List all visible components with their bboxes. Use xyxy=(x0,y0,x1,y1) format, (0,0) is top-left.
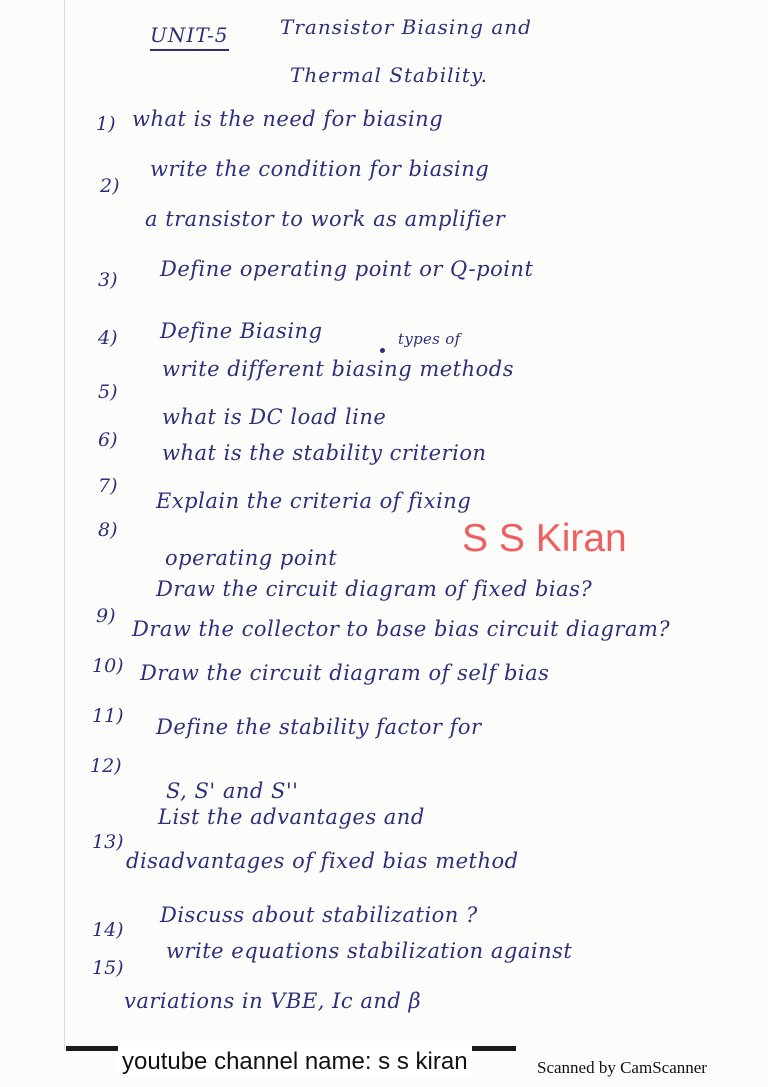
question-text: Define operating point or Q-point xyxy=(160,257,534,281)
question-number: 3) xyxy=(98,269,118,291)
question-number: 2) xyxy=(100,175,120,197)
question-text: write equations stabilization against xyxy=(166,939,573,963)
question-text: Explain the criteria of fixing xyxy=(156,489,472,513)
question-text: List the advantages and xyxy=(158,805,425,829)
question-number: 9) xyxy=(96,605,116,627)
question-text: Define the stability factor for xyxy=(156,715,482,739)
question-text: what is DC load line xyxy=(162,405,387,429)
question-text: write different biasing methods xyxy=(162,357,514,381)
question-text: Draw the collector to base bias circuit diagram? xyxy=(132,617,671,641)
ink-dot xyxy=(380,348,385,353)
scanner-label: Scanned by CamScanner xyxy=(537,1058,707,1077)
question-number: 14) xyxy=(92,919,124,941)
question-number: 10) xyxy=(92,655,124,677)
question-text: what is the need for biasing xyxy=(132,107,444,131)
question-text: Define Biasing xyxy=(160,319,323,343)
question-text: Discuss about stabilization ? xyxy=(160,903,478,927)
question-text: operating point xyxy=(165,546,338,570)
question-text: variations in VBE, Ic and β xyxy=(124,989,422,1013)
watermark-text: S S Kiran xyxy=(462,517,627,560)
question-text: disadvantages of fixed bias method xyxy=(126,849,519,873)
margin-line xyxy=(64,0,65,1050)
question-text: S, S' and S'' xyxy=(166,779,299,803)
question-number: 13) xyxy=(92,831,124,853)
question-text: Draw the circuit diagram of self bias xyxy=(140,661,550,685)
question-number: 4) xyxy=(98,327,118,349)
question-text: a transistor to work as amplifier xyxy=(145,207,506,231)
title-line-2: Thermal Stability. xyxy=(290,63,488,87)
question-number: 8) xyxy=(98,519,118,541)
insertion-note: types of xyxy=(398,330,461,348)
question-number: 12) xyxy=(90,755,122,777)
question-number: 6) xyxy=(98,429,118,451)
question-text: write the condition for biasing xyxy=(150,157,490,181)
question-number: 7) xyxy=(98,475,118,497)
question-number: 15) xyxy=(92,957,124,979)
question-number: 1) xyxy=(96,113,116,135)
question-text: what is the stability criterion xyxy=(162,441,487,465)
title-line-1: Transistor Biasing and xyxy=(280,15,532,39)
unit-heading: UNIT-5 xyxy=(150,22,229,48)
question-text: Draw the circuit diagram of fixed bias? xyxy=(156,577,593,601)
youtube-caption: youtube channel name: s s kiran xyxy=(118,1046,472,1078)
question-number: 5) xyxy=(98,381,118,403)
question-number: 11) xyxy=(92,705,124,727)
